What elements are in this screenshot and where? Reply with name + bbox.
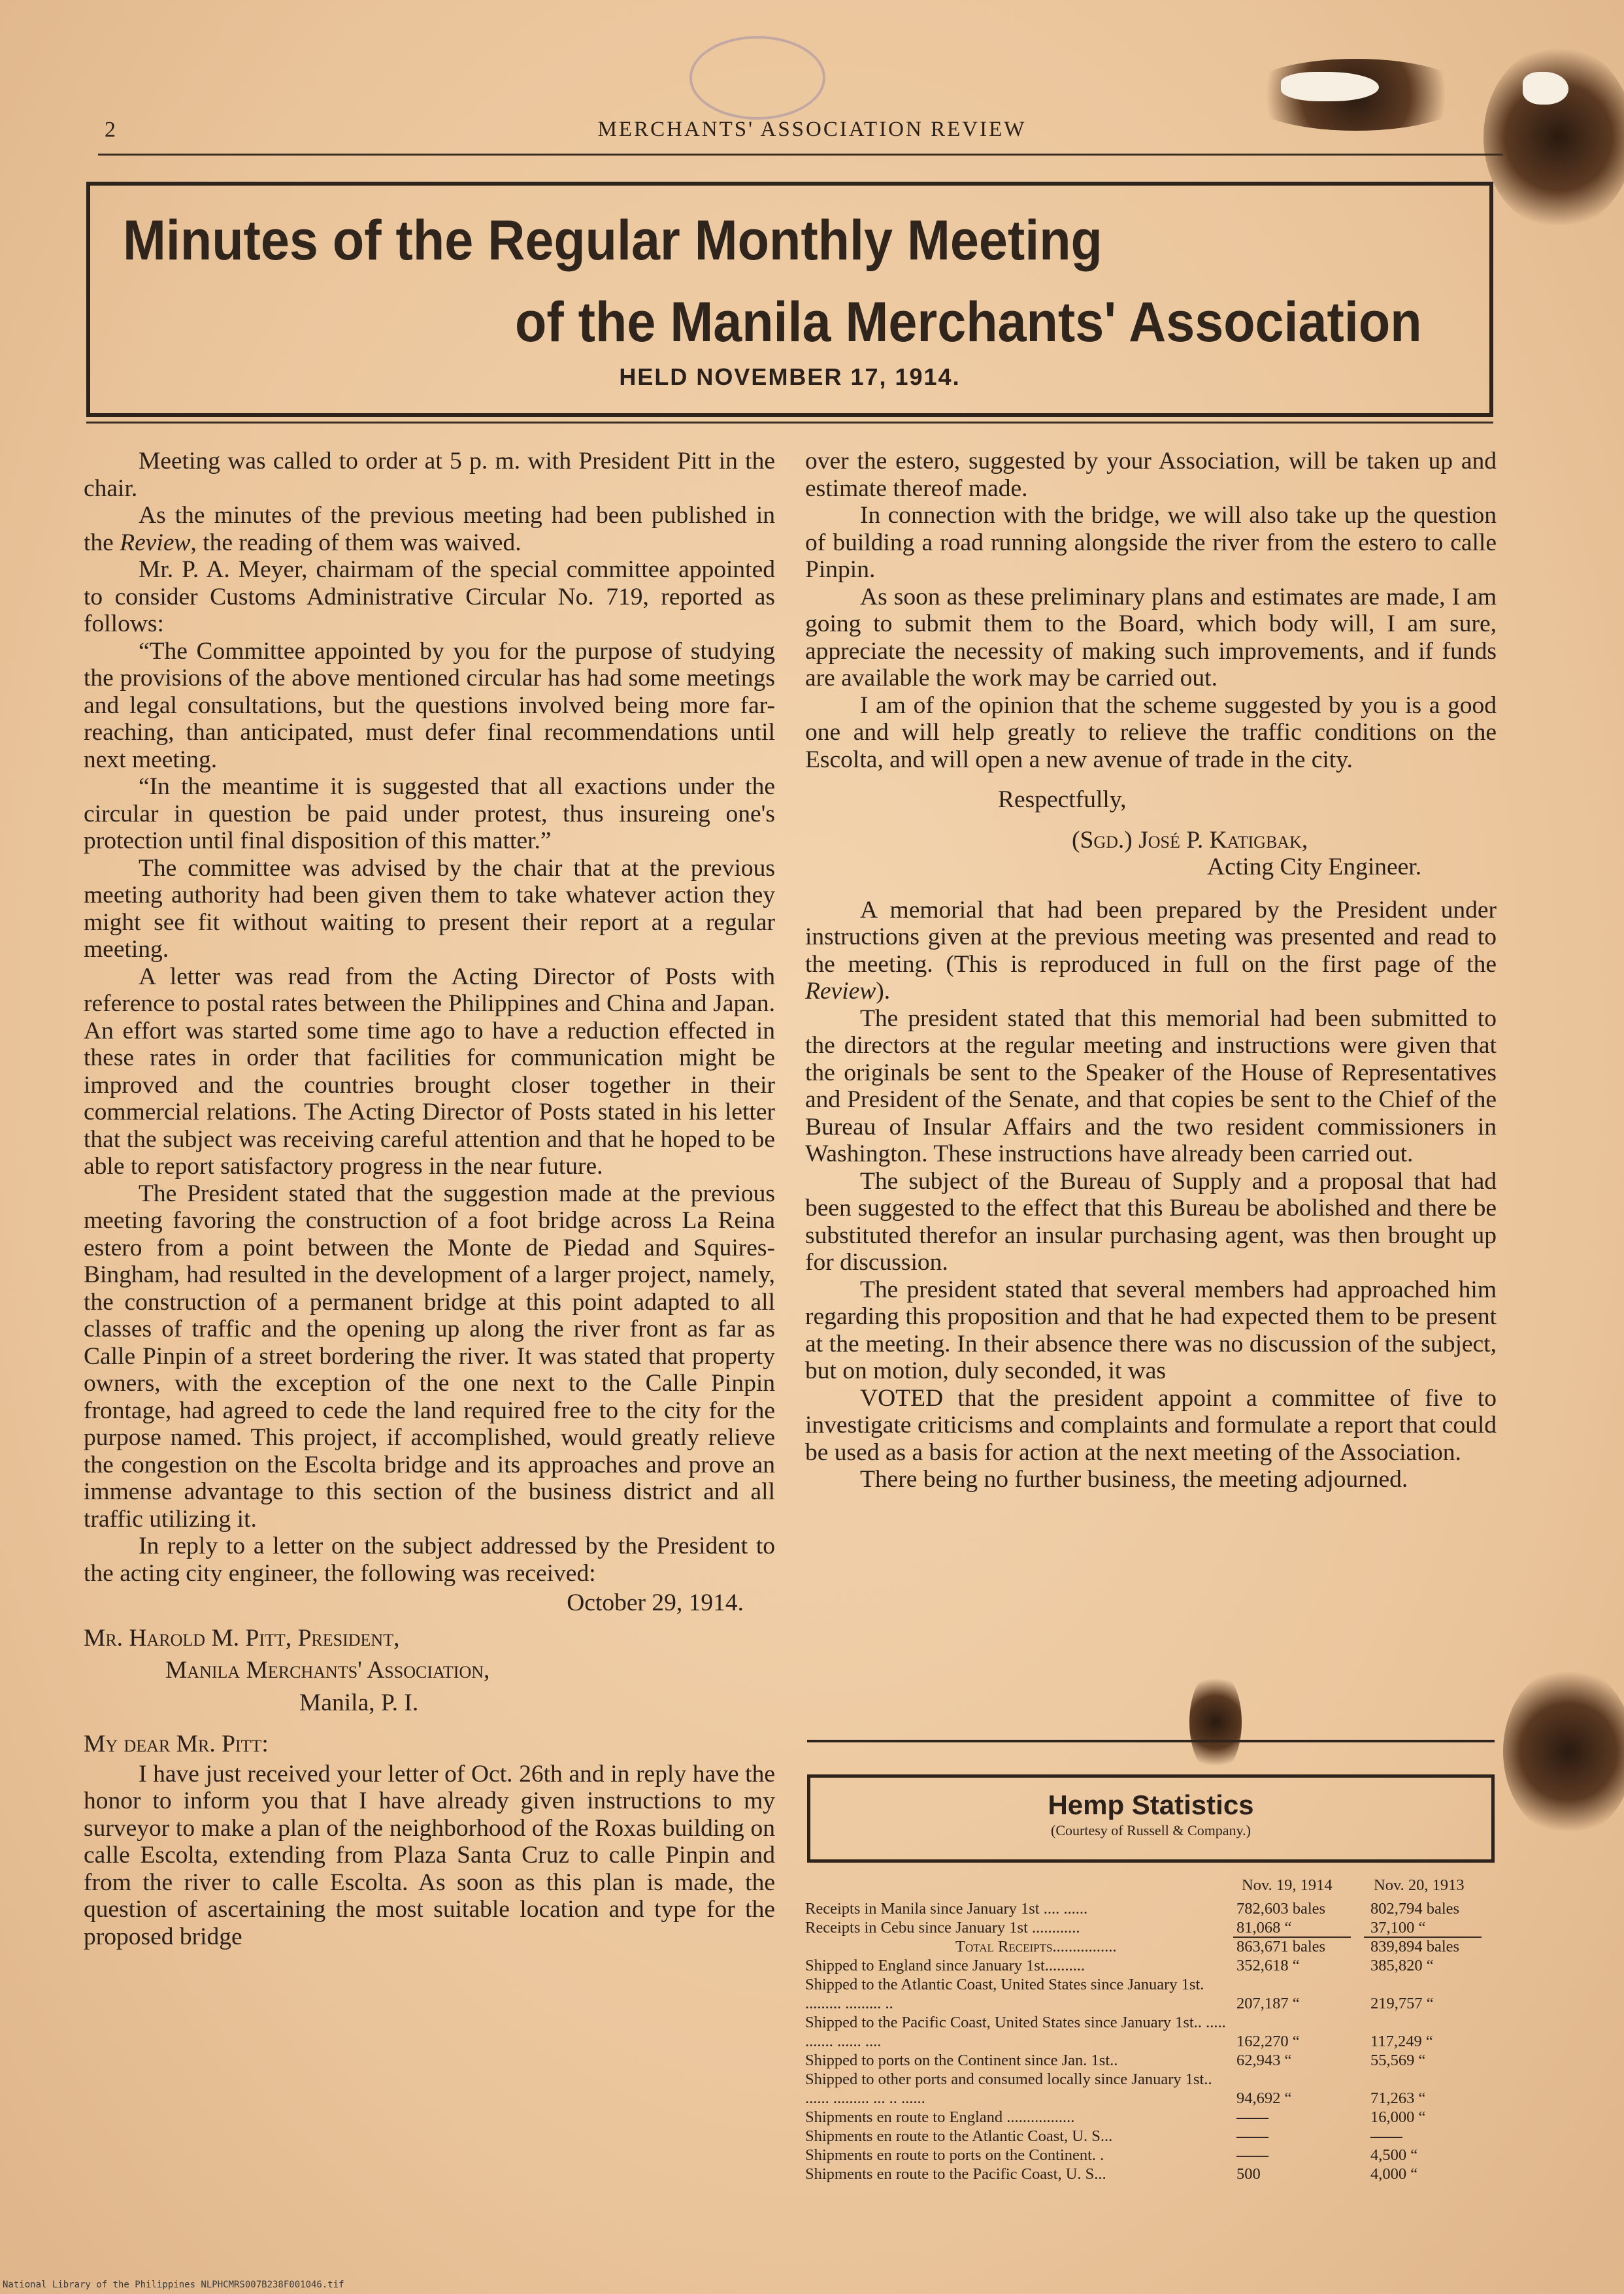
paragraph: I have just received your letter of Oct. 26th and in reply have the honor to inform you that I have already given instructions to my surveyor to make a plan of the neighborhood of the Roxas building on calle Escolta, extending from Plaza Santa Cruz to calle Pinpin and from the river to calle Escolta. As soon as this plan is made, the question of ascertaining the most suitable location and type for the proposed bridge bbox=[84, 1760, 775, 1950]
paragraph: Meeting was called to order at 5 p. m. with President Pitt in the chair. bbox=[84, 448, 775, 502]
paragraph: The president stated that this memorial had been submitted to the directors at the regular meeting and instructions were given that the originals be sent to the Speaker of the House of Representatives and President of the Senate, and that copies be sent to the Chief of the Bureau of Insular Affairs and the two resident commissioners in Washington. These instructions have already been carried out. bbox=[805, 1005, 1497, 1167]
paragraph: “The Committee appointed by you for the purpose of studying the provisions of the above mentioned circular has had some meetings and legal consultations, but the questions involved being more far-reaching, than anticipated, must defer final recommendations until next meeting. bbox=[84, 637, 775, 773]
paragraph: As the minutes of the previous meeting had been published in the Review, the reading of them was waived. bbox=[84, 502, 775, 556]
paragraph: In reply to a letter on the subject addressed by the President to the acting city engineer, the following was received: bbox=[84, 1533, 775, 1587]
scan-footer: National Library of the Philippines NLPHCMRS007B238F001046.tif bbox=[3, 2280, 344, 2290]
paragraph: There being no further business, the meeting adjourned. bbox=[860, 1466, 1408, 1493]
table-row: Receipts in Manila since January 1st .... ...... 782,603 bales 802,794 bales bbox=[805, 1900, 1460, 1918]
hemp-table bbox=[805, 1876, 1497, 2184]
hemp-col1-header: Nov. 19, 1914 bbox=[1242, 1876, 1333, 1894]
running-title: MERCHANTS' ASSOCIATION REVIEW bbox=[597, 118, 1027, 141]
hemp-subtitle: (Courtesy of Russell & Company.) bbox=[1051, 1822, 1251, 1838]
paragraph: The president stated that several members had approached him regarding this proposition and that he had expected them to be present at the meeting. In their absence there was no discussion of the subject, but on motion, duly seconded, it was bbox=[805, 1276, 1497, 1384]
letter-address-2: Manila Merchants' Association, bbox=[165, 1657, 490, 1684]
table-row-total: Total Receipts................ 863,671 bales 839,894 bales bbox=[955, 1938, 1460, 1955]
title-box bbox=[86, 182, 1493, 417]
library-stamp bbox=[689, 36, 825, 120]
title-line-1: Minutes of the Regular Monthly Meeting bbox=[123, 209, 1102, 272]
table-row: Shipped to the Atlantic Coast, United States since January 1st. ......... ......... .. 207,187 “ 219,757 “ bbox=[805, 1976, 1434, 2012]
letter-signature-title: Acting City Engineer. bbox=[1207, 854, 1422, 880]
burn-mark-right bbox=[1503, 1667, 1624, 1837]
meeting-date: HELD NOVEMBER 17, 1914. bbox=[619, 363, 961, 390]
paragraph: The committee was advised by the chair that at the previous meeting authority had been given them to take whatever action they might see fit without waiting to present their report at a regular meeting. bbox=[84, 854, 775, 963]
hole-top bbox=[1281, 72, 1379, 101]
letter-address-3: Manila, P. I. bbox=[299, 1689, 419, 1716]
table-row: Shipped to the Pacific Coast, United States since January 1st.. ..... ....... ...... .... 162,270 “ 117,249 “ bbox=[805, 2014, 1433, 2050]
table-row: Receipts in Cebu since January 1st ............ 81,068 “ 37,100 “ bbox=[805, 1919, 1426, 1937]
letter-closing: Respectfully, bbox=[998, 786, 1127, 813]
table-row: Shipments en route to the Atlantic Coast, U. S... —— —— bbox=[805, 2127, 1402, 2145]
paragraph: The subject of the Bureau of Supply and a proposal that had been suggested to the effect that this Bureau be abolished and there be substituted therefor an insular purchasing agent, was then brought up for discussion. bbox=[805, 1167, 1497, 1276]
table-row: Shipments en route to England ................. —— 16,000 “ bbox=[805, 2108, 1426, 2126]
title-line-2: of the Manila Merchants' Association bbox=[515, 291, 1422, 354]
paragraph: A memorial that had been prepared by the President under instructions given at the previous meeting was presented and read to the meeting. (This is reproduced in full on the first page of the Review). bbox=[805, 896, 1497, 1005]
hemp-table-header bbox=[805, 1876, 1497, 1899]
letter-date: October 29, 1914. bbox=[567, 1589, 744, 1616]
paragraph: VOTED that the president appoint a committee of five to investigate criticisms and complaints and formulate a report that could be used as a basis for action at the next meeting of the Association. bbox=[805, 1384, 1497, 1466]
letter-address-1: Mr. Harold M. Pitt, President, bbox=[84, 1624, 400, 1652]
letter-signature: (Sgd.) José P. Katigbak, bbox=[1072, 826, 1308, 854]
title-underline bbox=[86, 422, 1493, 424]
paragraph: over the estero, suggested by your Association, will be taken up and estimate thereof made. bbox=[805, 448, 1497, 502]
paragraph: A letter was read from the Acting Director of Posts with reference to postal rates between the Philippines and China and Japan. An effort was started some time ago to have a reduction effected in these rates in order that facilities for communication might be improved and the countries brought closer together in their commercial relations. The Acting Director of Posts stated in his letter that the subject was receiving careful attention and that he hoped to be able to report satisfactory progress in the near future. bbox=[84, 963, 775, 1180]
page-number: 2 bbox=[105, 118, 116, 142]
paragraph: “In the meantime it is suggested that all exactions under the circular in question be paid under protest, thus insureing one's protection until final disposition of this matter.” bbox=[84, 773, 775, 854]
hemp-title-box bbox=[807, 1774, 1495, 1863]
paragraph: The President stated that the suggestion made at the previous meeting favoring the construction of a foot bridge across La Reina estero from a point between the Monte de Piedad and Squires-Bingham, had resulted in the development of a larger project, namely, the construction of a permanent bridge at this point adapted to all classes of traffic and the opening up along the river front as far as Calle Pinpin of a street bordering the river. It was stated that property owners, with the exception of the one next to the Calle Pinpin frontage, had agreed to cede the land required free to the city for the purpose named. This project, if accomplished, would greatly relieve the congestion on the Escolta bridge and its approaches and prove an immense advantage to this section of the business district and all traffic utilizing it. bbox=[84, 1180, 775, 1533]
paragraph: In connection with the bridge, we will also take up the question of building a road running alongside the river from the estero to calle Pinpin. bbox=[805, 502, 1497, 583]
column-right bbox=[805, 448, 1497, 1493]
burn-mark-center bbox=[1189, 1670, 1242, 1774]
hemp-title: Hemp Statistics bbox=[1048, 1789, 1254, 1820]
letter-salutation: My dear Mr. Pitt: bbox=[84, 1731, 269, 1757]
hemp-top-rule bbox=[807, 1740, 1495, 1742]
hole-top-right bbox=[1523, 72, 1568, 105]
running-header bbox=[0, 118, 1624, 157]
header-rule bbox=[98, 154, 1503, 156]
column-left bbox=[84, 448, 775, 1950]
table-row: Shipped to England since January 1st.......... 352,618 “ 385,820 “ bbox=[805, 1957, 1434, 1974]
hemp-col2-header: Nov. 20, 1913 bbox=[1374, 1876, 1465, 1894]
paragraph: Mr. P. A. Meyer, chairmam of the special committee appointed to consider Customs Administrative Circular No. 719, reported as follows: bbox=[84, 556, 775, 637]
table-row: Shipped to ports on the Continent since Jan. 1st.. 62,943 “ 55,569 “ bbox=[805, 2052, 1426, 2069]
table-row: Shipments en route to ports on the Continent. . —— 4,500 “ bbox=[805, 2146, 1418, 2164]
paragraph: As soon as these preliminary plans and estimates are made, I am going to submit them to the Board, which body will, I am sure, appreciate the necessity of making such improvements, and if funds are available the work may be carried out. bbox=[805, 583, 1497, 691]
table-row: Shipments en route to the Pacific Coast, U. S... 500 4,000 “ bbox=[805, 2165, 1418, 2183]
paragraph: I am of the opinion that the scheme suggested by you is a good one and will help greatly to relieve the traffic conditions on the Escolta, and will open a new avenue of trade in the city. bbox=[805, 691, 1497, 773]
table-row: Shipped to other ports and consumed locally since January 1st.. ...... ......... ... .. ...... 94,692 “ 71,263 “ bbox=[805, 2070, 1426, 2107]
